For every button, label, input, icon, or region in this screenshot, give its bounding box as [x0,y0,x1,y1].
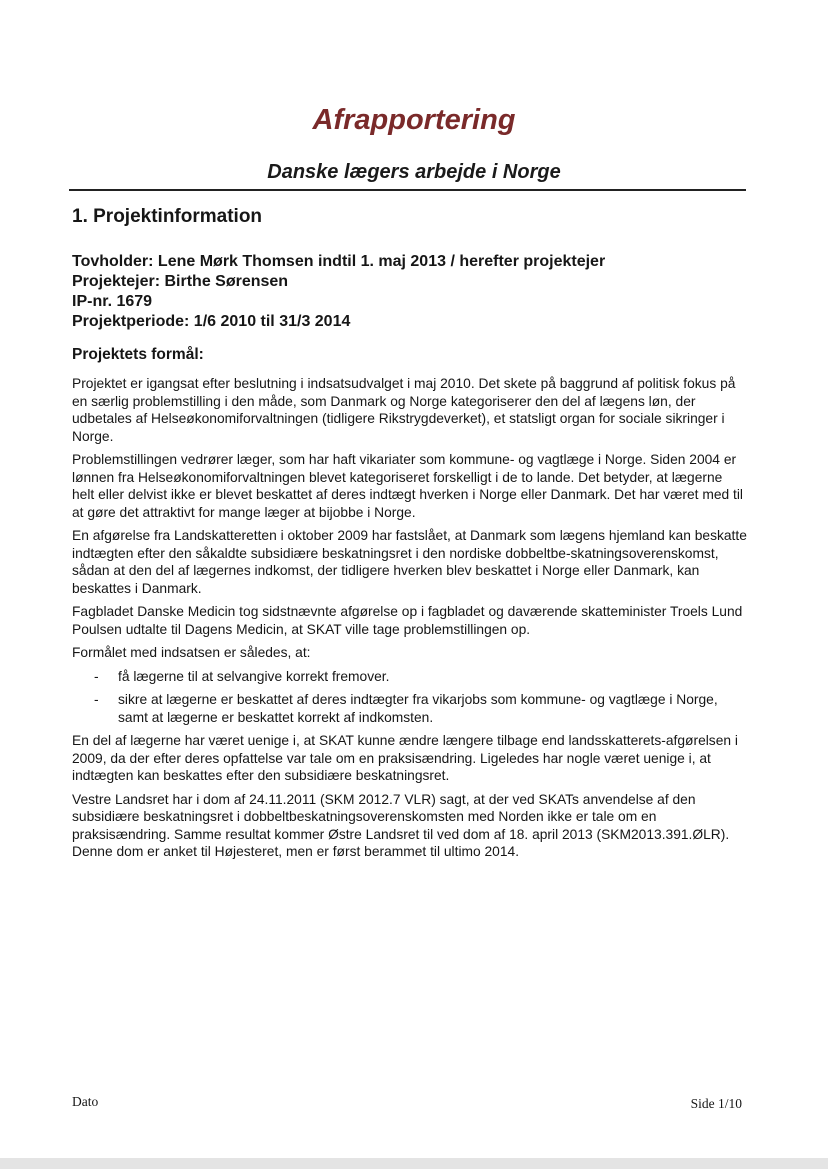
paragraph: Projektet er igangsat efter beslutning i indsatsudvalget i maj 2010. Det skete på baggrund af politisk fokus på en særlig problemstilling i den måde, som Danmark og Norge kategoriserer den del af lægens løn, der udbetales af Helseøkonomiforvaltningen (tidligere Rikstrygdeverket), et statsligt organ for sociale sikringer i Norge. [72,376,736,444]
bullet-dash: - [94,668,99,684]
project-info [72,252,752,332]
footer-page-number: Side 1/10 [690,1096,742,1111]
purpose-heading: Projektets formål: [72,346,204,363]
paragraph: Formålet med indsatsen er således, at: [72,645,311,660]
paragraph: Problemstillingen vedrører læger, som har haft vikariater som kommune- og vagtlæge i Norge. Siden 2004 er lønnen fra Helseøkonomiforvaltningen blevet kategoriseret forskelligt i de to lande. Det betyder, at lægerne helt eller delvist ikke er blevet beskattet af deres indtægt hverken i Norge eller Danmark. Det har været med til at gøre det attraktivt for mange læger at bijobbe i Norge. [72,452,743,520]
list-item [72,668,748,686]
info-ip-number: IP-nr. 1679 [72,293,153,310]
title-divider [69,189,746,191]
footer-date: Dato [72,1094,99,1109]
purpose-body [72,375,748,867]
paragraph: En del af lægerne har været uenige i, at SKAT kunne ændre længere tilbage end landsskatterets-afgørelsen i 2009, da der efter deres opfattelse var tale om en praksisændring. Ligeledes har nogle været uenige i, at indtægten kan beskattes efter den subsidiære beskatningsret. [72,733,738,783]
scan-edge [0,1158,828,1169]
purpose-list [72,668,748,727]
info-period: Projektperiode: 1/6 2010 til 31/3 2014 [72,313,351,330]
paragraph: Fagbladet Danske Medicin tog sidstnævnte afgørelse op i fagbladet og daværende skatteminister Troels Lund Poulsen udtalte til Dagens Medicin, at SKAT ville tage problemstillingen op. [72,604,743,637]
list-item [72,691,748,726]
info-coordinator: Tovholder: Lene Mørk Thomsen indtil 1. maj 2013 / herefter projektejer [72,253,606,270]
section-heading: 1. Projektinformation [72,206,263,227]
document-title: Afrapportering [312,104,516,136]
paragraph: Vestre Landsret har i dom af 24.11.2011 (SKM 2012.7 VLR) sagt, at der ved SKATs anvendelse af den subsidiære beskatningsret i dobbeltbeskatningsoverenskomsten med Norden ikke er tale om en praksisændring. Samme resultat kommer Østre Landsret til ved dom af 18. april 2013 (SKM2013.391.ØLR). Denne dom er anket til Højesteret, men er først berammet til ultimo 2014. [72,791,730,859]
info-owner: Projektejer: Birthe Sørensen [72,273,289,290]
bullet-dash: - [94,692,99,707]
paragraph: En afgørelse fra Landskatteretten i oktober 2009 har fastslået, at Danmark som lægens hjemland kan beskatte indtægten efter den såkaldte subsidiære beskatningsret i den nordiske dobbeltbe-skatningsoverenskomst, sådan at den del af lægernes indkomst, der tidligere hverken blev beskattet i Norge eller Danmark, kan beskattes i Danmark. [72,528,747,596]
list-item-text: få lægerne til at selvangive korrekt fremover. [118,668,390,684]
list-item-text: sikre at lægerne er beskattet af deres indtægter fra vikarjobs som kommune- og vagtlæge i Norge, samt at lægerne er beskattet korrekt af indkomsten. [118,692,718,725]
document-subtitle: Danske lægers arbejde i Norge [267,161,561,183]
